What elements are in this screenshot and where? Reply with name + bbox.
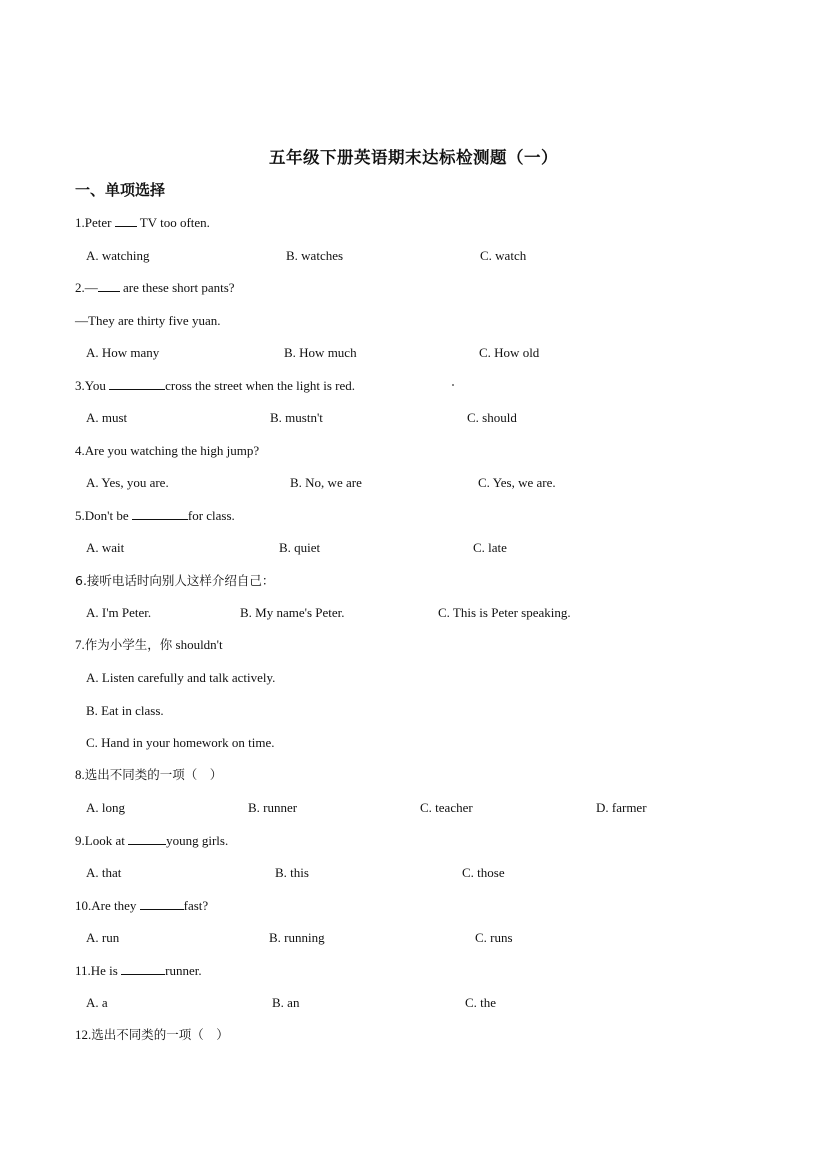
question-11	[75, 962, 202, 980]
q11-option-c: C. the	[465, 995, 497, 1010]
q9-option-a: A. that	[86, 865, 122, 880]
answer-blank	[98, 279, 120, 292]
question-10	[75, 897, 208, 915]
q8-option-b: B. runner	[248, 800, 298, 815]
q2-option-b: B. How much	[284, 345, 357, 360]
section-heading: 一、单项选择	[75, 181, 166, 199]
q2-option-c: C. How old	[479, 345, 540, 360]
question-9-pre: 9.Look at	[75, 833, 129, 848]
answer-blank	[140, 897, 184, 910]
q8-option-d: D. farmer	[596, 800, 647, 815]
q11-option-b: B. an	[272, 995, 300, 1010]
answer-blank	[132, 507, 188, 520]
q5-option-a: A. wait	[86, 540, 125, 555]
question-8	[75, 766, 222, 784]
question-3-post: cross the street when the light is red.	[165, 378, 355, 393]
question-12	[75, 1026, 229, 1044]
question-12-text: 选出不同类的一项（ ）	[91, 1027, 229, 1042]
question-4: 4.Are you watching the high jump?	[75, 443, 260, 458]
q6-option-b: B. My name's Peter.	[240, 605, 345, 620]
question-10-pre: 10.Are they	[75, 898, 140, 913]
q5-option-b: B. quiet	[279, 540, 321, 555]
q11-option-a: A. a	[86, 995, 108, 1010]
answer-blank	[121, 962, 165, 975]
question-7-en: shouldn't	[172, 637, 223, 652]
question-1	[75, 214, 210, 232]
question-8-number: 8.	[75, 767, 85, 782]
question-11-pre: 11.He is	[75, 963, 122, 978]
q1-option-b: B. watches	[286, 248, 344, 263]
question-2-pre: 2.—	[75, 280, 98, 295]
q9-option-b: B. this	[275, 865, 309, 880]
q5-option-c: C. late	[473, 540, 507, 555]
question-2-reply: —They are thirty five yuan.	[75, 313, 221, 328]
question-3	[75, 377, 355, 395]
q1-option-c: C. watch	[480, 248, 527, 263]
question-3-pre: 3.You	[75, 378, 110, 393]
question-12-number: 12.	[75, 1027, 92, 1042]
q6-option-c: C. This is Peter speaking.	[438, 605, 571, 620]
question-5-pre: 5.Don't be	[75, 508, 132, 523]
question-6: 6.接听电话时向别人这样介绍自己：	[75, 573, 275, 588]
q7-option-a: A. Listen carefully and talk actively.	[86, 670, 276, 685]
q4-option-b: B. No, we are	[290, 475, 362, 490]
question-7	[75, 636, 223, 654]
question-2-post: are these short pants?	[119, 280, 235, 295]
q10-option-a: A. run	[86, 930, 120, 945]
q7-option-b: B. Eat in class.	[86, 703, 164, 718]
q6-option-a: A. I'm Peter.	[86, 605, 152, 620]
question-11-post: runner.	[165, 963, 202, 978]
question-5	[75, 507, 235, 525]
answer-blank	[109, 377, 165, 390]
question-9-post: young girls.	[166, 833, 229, 848]
q4-option-c: C. Yes, we are.	[478, 475, 556, 490]
stray-dot	[452, 384, 454, 386]
question-1-post: TV too often.	[136, 215, 210, 230]
q3-option-a: A. must	[86, 410, 128, 425]
q7-option-c: C. Hand in your homework on time.	[86, 735, 275, 750]
page-title: 五年级下册英语期末达标检测题（一）	[269, 148, 558, 167]
q10-option-c: C. runs	[475, 930, 513, 945]
q8-option-a: A. long	[86, 800, 125, 815]
q4-option-a: A. Yes, you are.	[86, 475, 169, 490]
q3-option-c: C. should	[467, 410, 517, 425]
question-7-cn: 作为小学生，你	[84, 637, 173, 652]
answer-blank	[115, 214, 137, 227]
question-1-pre: 1.Peter	[75, 215, 115, 230]
q1-option-a: A. watching	[86, 248, 150, 263]
question-7-number: 7.	[75, 637, 85, 652]
q3-option-b: B. mustn't	[270, 410, 323, 425]
question-5-post: for class.	[187, 508, 235, 523]
answer-blank	[128, 832, 166, 845]
q9-option-c: C. those	[462, 865, 505, 880]
question-8-text: 选出不同类的一项（ ）	[84, 767, 223, 782]
question-10-post: fast?	[183, 898, 209, 913]
q10-option-b: B. running	[269, 930, 325, 945]
question-2	[75, 279, 235, 297]
question-9	[75, 832, 228, 850]
q8-option-c: C. teacher	[420, 800, 473, 815]
q2-option-a: A. How many	[86, 345, 160, 360]
